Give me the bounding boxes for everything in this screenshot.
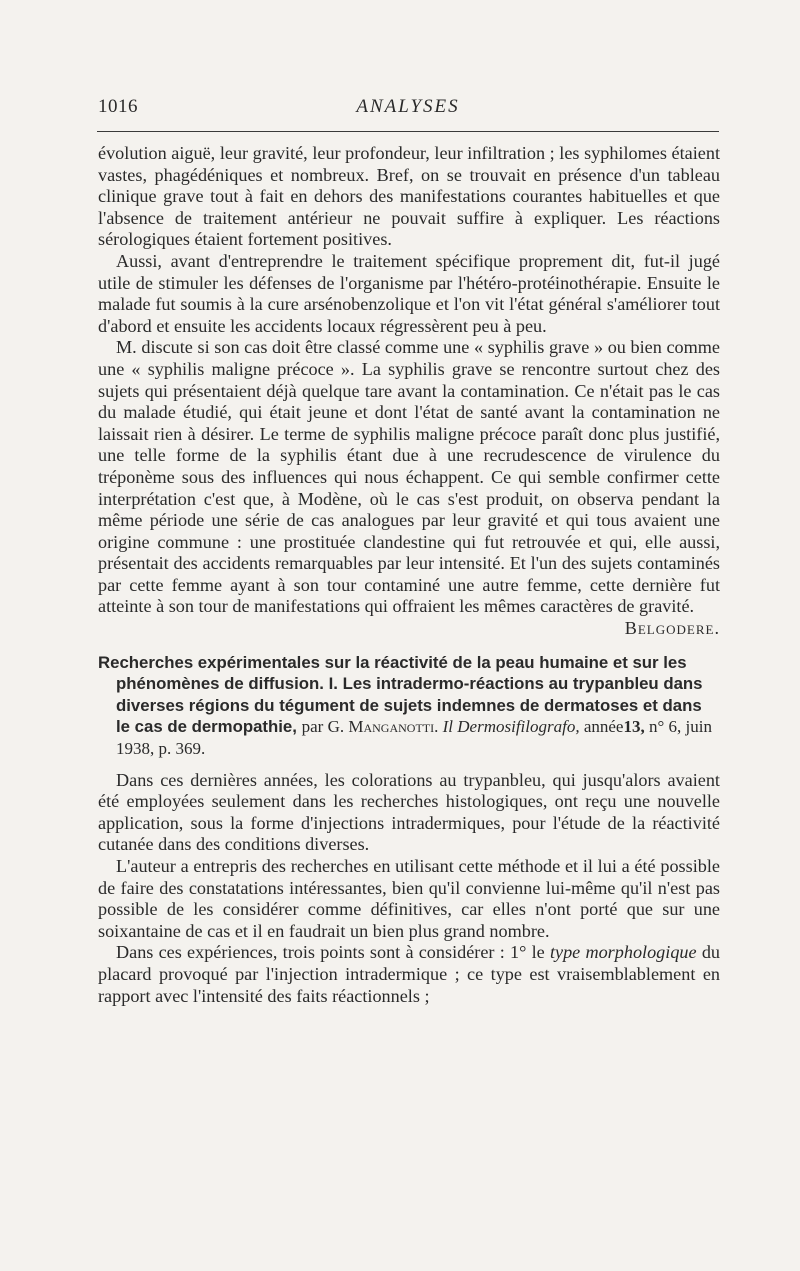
article-title [98,652,720,760]
review2-paragraph-1: Dans ces dernières années, les colorations au trypanbleu, qui jusqu'alors avaient été employées seulement dans les recherches histologiques, ont reçu une nouvelle application, sous la forme d'injections intradermiques, pour l'étude de la réactivité cutanée dans des conditions diverses. [98,769,720,855]
reviewer-signature: Belgodere. [624,618,720,639]
page-number: 1016 [98,96,138,117]
date-pages: juin 1938, p. 369. [116,717,712,759]
review1-paragraph-1: évolution aiguë, leur gravité, leur profondeur, leur infiltration ; les syphilomes étaient vastes, phagédéniques et nombreux. Bref, on se trouvait en présence d'un tableau clinique grave tout à fait en dehors des manifestations courantes habituelles et que l'absence de traitement antérieur ne pouvait suffire à expliquer. Les réactions sérologiques étaient fortement positives. [98,143,720,250]
review2-paragraph-2: L'auteur a entrepris des recherches en utilisant cette méthode et il lui a été possible de faire des constatations intéressantes, bien qu'il convienne lui-même qu'il n'est pas possible de les considérer comme définitives, car elles n'ont porté que sur une soixantaine de cas et il en faudrait un bien plus grand nombre. [98,856,720,941]
review2-paragraph-3-end: du placard provoqué par l'injection intradermique ; ce type est vraisemblablement en rapport avec l'intensité des faits réactionnels ; [98,942,721,1006]
running-title: ANALYSES [356,96,460,117]
review2-italic-term: type morphologique [549,942,697,963]
journal-name: Il Dermosifilografo, [442,717,580,737]
review2-paragraph-3 [98,942,720,1007]
author-prefix: par G. [301,717,345,737]
review2-paragraph-3-start: Dans ces expériences, trois points sont à considérer : 1° le [116,942,545,963]
review1-paragraph-3 [98,337,720,639]
page-body [98,143,720,1007]
volume-number: 13, [623,717,645,737]
header-rule [97,131,719,132]
issue-number: n° 6, [648,717,682,737]
page-header [98,96,718,120]
author-name: Manganotti. [348,717,439,737]
review1-paragraph-3-text: M. discute si son cas doit être classé comme une « syphilis grave » ou bien comme une « syphilis maligne précoce ». La syphilis grave se rencontre surtout chez des sujets qui présentaient déjà quelque tare avant la contamination. Ce n'était pas le cas du malade étudié, qui était jeune et dont l'état de santé avant la contamination ne laissait rien à désirer. Le terme de syphilis maligne précoce paraît donc plus justifié, une telle forme de la syphilis étant due à une recrudescence de virulence du tréponème sous des influences qui nous échappent. Ce qui semble confirmer cette interprétation c'est que, à Modène, où le cas s'est produit, on observa pendant la même période une série de cas analogues par leur gravité et qui tous avaient une origine commune : une prostituée clandestine qui fut retrouvée et qui, elle aussi, présentait des accidents remarquables par leur intensité. Et l'un des sujets contaminés par cette femme ayant à son tour contaminé une autre femme, cette dernière fut atteinte à son tour de manifestations qui offraient les mêmes caractères de gravité. [98,337,720,617]
review1-paragraph-2: Aussi, avant d'entreprendre le traitement spécifique proprement dit, fut-il jugé utile de stimuler les défenses de l'organisme par l'hétéro-protéinothérapie. Ensuite le malade fut soumis à la cure arsénobenzolique et l'on vit l'état général s'améliorer tout d'abord et ensuite les accidents locaux régressèrent peu à peu. [98,250,720,336]
article-title-text: Recherches expérimentales sur la réactivité de la peau humaine et sur les phénomènes de diffusion. I. Les intradermo-réactions au trypanbleu dans diverses régions du tégument de sujets indemnes de dermatoses et dans le cas de dermopathie, [98,652,703,737]
year-prefix: année [583,717,624,737]
